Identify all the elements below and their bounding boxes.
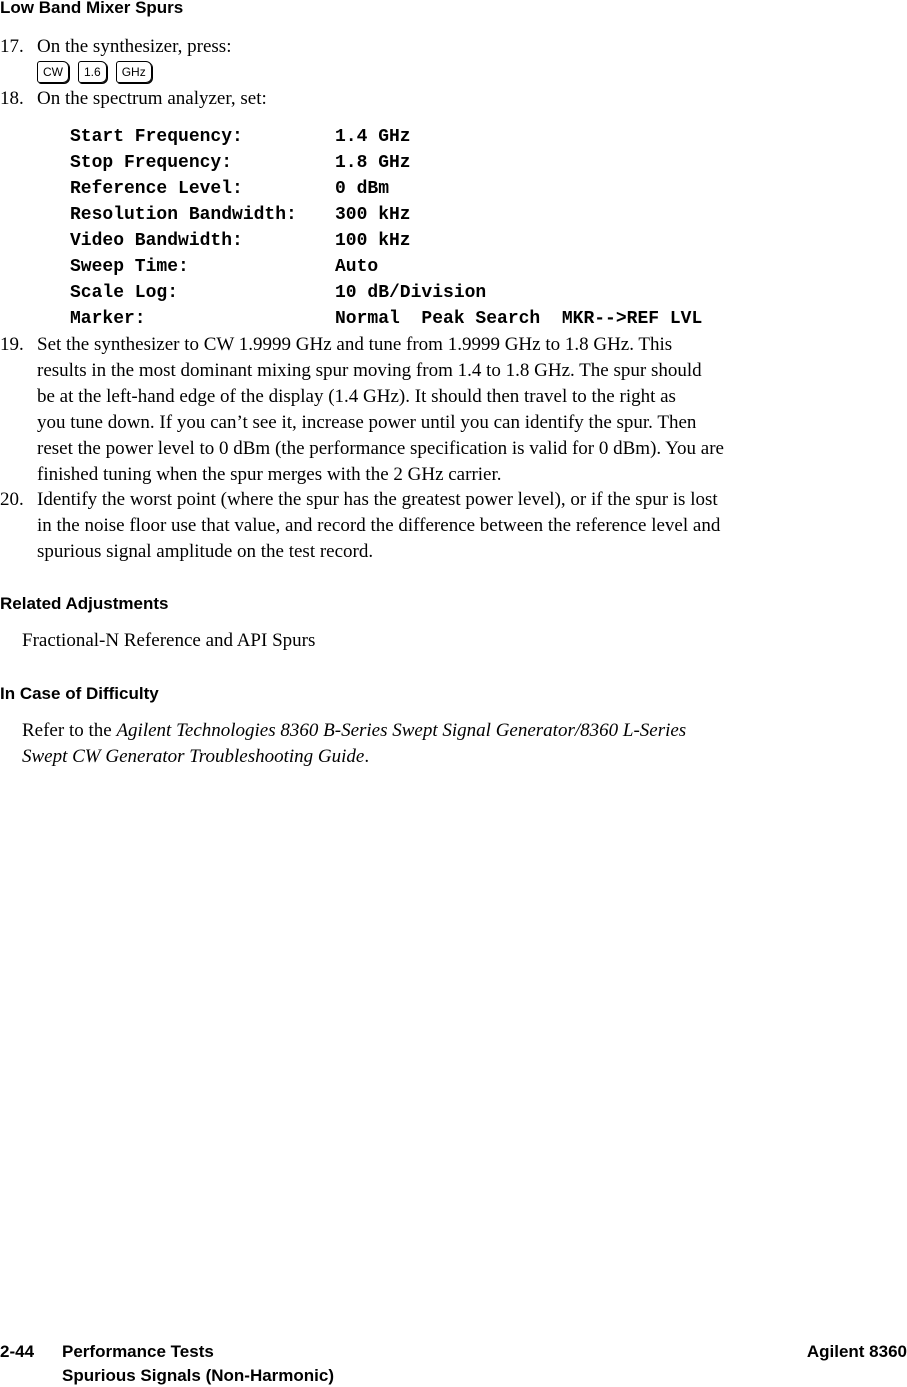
setting-value: 0 dBm bbox=[335, 179, 390, 199]
text-line: Identify the worst point (where the spur has the greatest power level), or if the spur is lost bbox=[37, 489, 718, 510]
step-text: On the synthesizer, press: bbox=[37, 36, 232, 57]
key-cw: CW bbox=[37, 61, 69, 83]
product-name: Agilent 8360 bbox=[806, 1342, 907, 1361]
key-1-6: 1.6 bbox=[78, 61, 107, 83]
setting-label: Marker: bbox=[70, 309, 146, 329]
step-number: 18. bbox=[0, 88, 24, 109]
setting-row bbox=[70, 176, 702, 202]
key-ghz: GHz bbox=[116, 61, 152, 83]
text-line: finished tuning when the spur merges with the 2 GHz carrier. bbox=[37, 464, 502, 485]
setting-row bbox=[70, 254, 702, 280]
setting-value: Auto bbox=[335, 257, 379, 277]
text-line: spurious signal amplitude on the test record. bbox=[37, 541, 374, 562]
text-line: results in the most dominant mixing spur moving from 1.4 to 1.8 GHz. The spur should bbox=[37, 360, 702, 381]
chapter-title: Performance Tests bbox=[62, 1342, 214, 1361]
section-name: Spurious Signals (Non-Harmonic) bbox=[62, 1366, 335, 1385]
text-line: reset the power level to 0 dBm (the performance specification is valid for 0 dBm). You are bbox=[37, 438, 724, 459]
text-line bbox=[22, 718, 686, 744]
text-line: be at the left-hand edge of the display (1.4 GHz). It should then travel to the right as bbox=[37, 386, 676, 407]
text-line: in the noise floor use that value, and record the difference between the reference level and bbox=[37, 515, 721, 536]
step-paragraph bbox=[37, 487, 720, 565]
setting-value: 100 kHz bbox=[335, 231, 411, 251]
related-adjustments-text: Fractional-N Reference and API Spurs bbox=[22, 630, 316, 651]
related-adjustments-heading: Related Adjustments bbox=[0, 594, 169, 613]
setting-row bbox=[70, 228, 702, 254]
setting-value: 300 kHz bbox=[335, 205, 411, 225]
setting-label: Video Bandwidth: bbox=[70, 231, 243, 251]
page-number: 2-44 bbox=[0, 1342, 35, 1361]
guide-title: Agilent Technologies 8360 B-Series Swept Signal Generator/8360 L-Series bbox=[116, 720, 687, 741]
difficulty-heading: In Case of Difficulty bbox=[0, 684, 159, 703]
text-line: you tune down. If you can’t see it, increase power until you can identify the spur. Then bbox=[37, 412, 697, 433]
difficulty-text bbox=[22, 718, 686, 770]
setting-value: Normal Peak Search MKR-->REF LVL bbox=[335, 309, 703, 329]
key-sequence bbox=[37, 61, 152, 83]
step-text: On the spectrum analyzer, set: bbox=[37, 88, 267, 109]
step-number: 17. bbox=[0, 36, 24, 57]
analyzer-settings bbox=[70, 124, 702, 332]
setting-value: 1.8 GHz bbox=[335, 153, 411, 173]
text-line: Set the synthesizer to CW 1.9999 GHz and tune from 1.9999 GHz to 1.8 GHz. This bbox=[37, 334, 673, 355]
setting-label: Reference Level: bbox=[70, 179, 243, 199]
text-prefix: Refer to the bbox=[22, 720, 117, 741]
text-suffix: . bbox=[364, 746, 370, 767]
setting-label: Stop Frequency: bbox=[70, 153, 233, 173]
section-title: Low Band Mixer Spurs bbox=[0, 0, 184, 17]
setting-label: Sweep Time: bbox=[70, 257, 189, 277]
step-number: 19. bbox=[0, 334, 24, 355]
guide-title: Swept CW Generator Troubleshooting Guide bbox=[22, 746, 365, 767]
setting-row bbox=[70, 306, 702, 332]
setting-label: Start Frequency: bbox=[70, 127, 243, 147]
step-paragraph bbox=[37, 332, 724, 488]
setting-row bbox=[70, 150, 702, 176]
setting-row bbox=[70, 124, 702, 150]
setting-value: 1.4 GHz bbox=[335, 127, 411, 147]
setting-label: Resolution Bandwidth: bbox=[70, 205, 297, 225]
setting-label: Scale Log: bbox=[70, 283, 179, 303]
setting-value: 10 dB/Division bbox=[335, 283, 487, 303]
setting-row bbox=[70, 202, 702, 228]
step-number: 20. bbox=[0, 489, 24, 510]
text-line bbox=[22, 744, 686, 770]
setting-row bbox=[70, 280, 702, 306]
